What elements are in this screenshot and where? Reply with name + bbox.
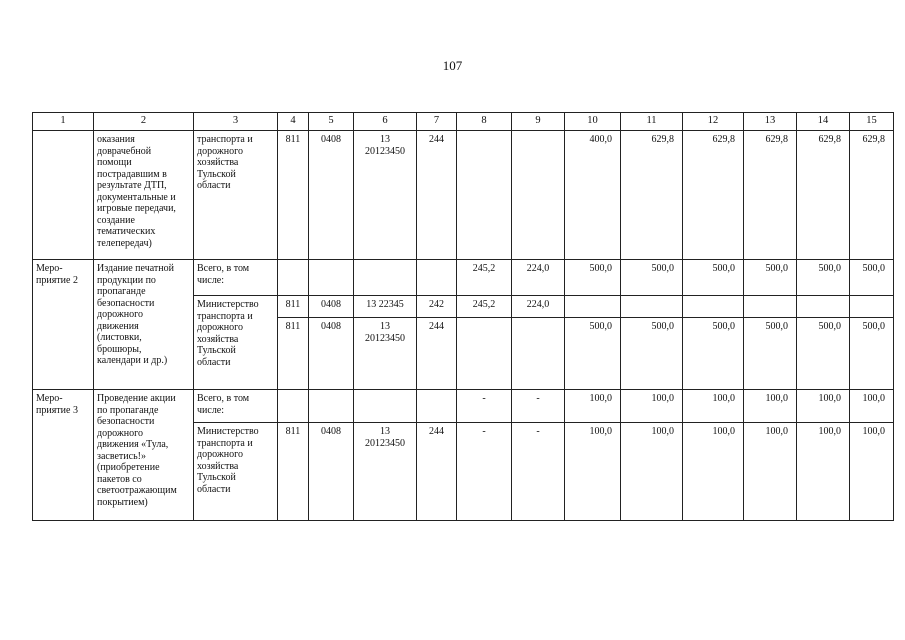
cell-8: - [457, 390, 512, 423]
cell-11: 100,0 [621, 390, 683, 423]
table-row [33, 390, 894, 423]
description-cell: оказания доврачебной помощи пострадавшим в результате ДТП, документальные и игровые передачи, создание тематических телепередач) [94, 131, 194, 260]
cell-7 [417, 260, 457, 296]
cell-4: 811 [278, 423, 309, 521]
cell-11: 500,0 [621, 260, 683, 296]
cell-14: 500,0 [797, 318, 850, 390]
organization-cell: Министерство транспорта и дорожного хозяйства Тульской области [194, 296, 278, 390]
cell-4 [278, 260, 309, 296]
cell-11: 629,8 [621, 131, 683, 260]
header-cell: 7 [417, 113, 457, 131]
cell-5 [309, 260, 354, 296]
cell-7: 244 [417, 318, 457, 390]
cell-9: - [512, 390, 565, 423]
total-label: Всего, в том числе: [194, 390, 278, 423]
cell-10: 500,0 [565, 260, 621, 296]
cell-9: 224,0 [512, 296, 565, 318]
header-cell: 14 [797, 113, 850, 131]
cell-5: 0408 [309, 131, 354, 260]
table-row [33, 131, 894, 260]
header-cell: 8 [457, 113, 512, 131]
total-label: Всего, в том числе: [194, 260, 278, 296]
cell-7: 242 [417, 296, 457, 318]
cell-8: 245,2 [457, 260, 512, 296]
cell-8: - [457, 423, 512, 521]
header-cell: 1 [33, 113, 94, 131]
description-cell: Проведение акции по пропаганде безопасности дорожного движения «Тула, засветись!» (приобретение пакетов со светоотражающим покрытием) [94, 390, 194, 521]
cell-13: 100,0 [744, 390, 797, 423]
cell-8: 245,2 [457, 296, 512, 318]
cell-6: 13 20123450 [354, 131, 417, 260]
cell-10: 500,0 [565, 318, 621, 390]
cell-10: 100,0 [565, 390, 621, 423]
cell-15: 500,0 [850, 260, 894, 296]
cell-6 [354, 260, 417, 296]
cell-5: 0408 [309, 318, 354, 390]
code-cell: Меро- приятие 2 [33, 260, 94, 390]
cell-14: 629,8 [797, 131, 850, 260]
cell-9: - [512, 423, 565, 521]
header-cell: 13 [744, 113, 797, 131]
cell-5 [309, 390, 354, 423]
cell-6 [354, 390, 417, 423]
cell-4: 811 [278, 296, 309, 318]
header-cell: 6 [354, 113, 417, 131]
header-cell: 3 [194, 113, 278, 131]
header-cell: 10 [565, 113, 621, 131]
cell-13 [744, 296, 797, 318]
cell-10: 400,0 [565, 131, 621, 260]
cell-14 [797, 296, 850, 318]
cell-13: 629,8 [744, 131, 797, 260]
cell-12 [683, 296, 744, 318]
cell-15: 500,0 [850, 318, 894, 390]
cell-7 [417, 390, 457, 423]
header-cell: 9 [512, 113, 565, 131]
cell-15: 629,8 [850, 131, 894, 260]
cell-4: 811 [278, 131, 309, 260]
cell-10: 100,0 [565, 423, 621, 521]
cell-12: 100,0 [683, 390, 744, 423]
cell-9 [512, 318, 565, 390]
cell-11 [621, 296, 683, 318]
cell-14: 100,0 [797, 423, 850, 521]
page-number: 107 [442, 58, 463, 73]
cell-12: 629,8 [683, 131, 744, 260]
header-cell: 12 [683, 113, 744, 131]
header-cell: 11 [621, 113, 683, 131]
cell-14: 500,0 [797, 260, 850, 296]
organization-cell: транспорта и дорожного хозяйства Тульской области [194, 131, 278, 260]
code-cell: Меро- приятие 3 [33, 390, 94, 521]
header-cell: 4 [278, 113, 309, 131]
code-cell [33, 131, 94, 260]
header-cell: 15 [850, 113, 894, 131]
cell-15: 100,0 [850, 423, 894, 521]
organization-cell: Министерство транспорта и дорожного хозяйства Тульской области [194, 423, 278, 521]
header-cell: 5 [309, 113, 354, 131]
cell-6: 13 20123450 [354, 423, 417, 521]
cell-14: 100,0 [797, 390, 850, 423]
cell-10 [565, 296, 621, 318]
header-cell: 2 [94, 113, 194, 131]
cell-8 [457, 131, 512, 260]
cell-13: 500,0 [744, 260, 797, 296]
cell-6: 13 20123450 [354, 318, 417, 390]
cell-12: 100,0 [683, 423, 744, 521]
cell-7: 244 [417, 423, 457, 521]
cell-5: 0408 [309, 423, 354, 521]
description-cell: Издание печатной продукции по пропаганде безопасности дорожного движения (листовки, брошюры, календари и др.) [94, 260, 194, 390]
budget-table [32, 112, 894, 521]
cell-11: 500,0 [621, 318, 683, 390]
cell-12: 500,0 [683, 318, 744, 390]
cell-13: 100,0 [744, 423, 797, 521]
cell-5: 0408 [309, 296, 354, 318]
header-row [33, 113, 894, 131]
table-row [33, 260, 894, 296]
cell-7: 244 [417, 131, 457, 260]
cell-9: 224,0 [512, 260, 565, 296]
cell-15: 100,0 [850, 390, 894, 423]
cell-11: 100,0 [621, 423, 683, 521]
cell-6: 13 22345 [354, 296, 417, 318]
cell-15 [850, 296, 894, 318]
cell-8 [457, 318, 512, 390]
cell-4 [278, 390, 309, 423]
cell-9 [512, 131, 565, 260]
cell-12: 500,0 [683, 260, 744, 296]
cell-13: 500,0 [744, 318, 797, 390]
cell-4: 811 [278, 318, 309, 390]
